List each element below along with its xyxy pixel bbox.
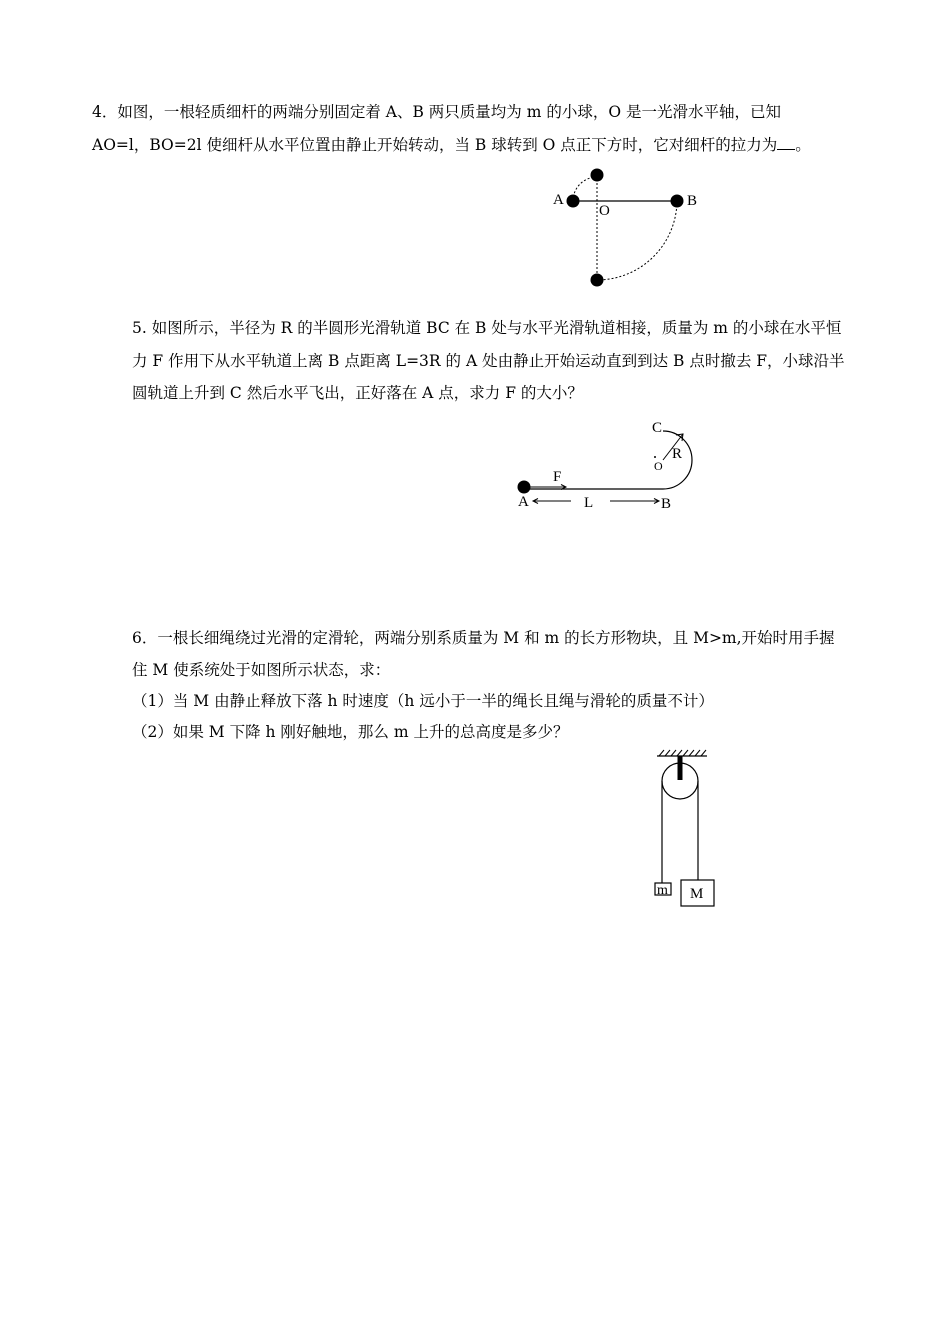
- q4-label-o: O: [599, 203, 610, 219]
- q4-ball-b: [671, 195, 684, 208]
- q4-ball-a: [567, 195, 580, 208]
- q5-line-1: 5. 如图所示，半径为 R 的半圆形光滑轨道 BC 在 B 处与水平光滑轨道相接，质量为 m 的小球在水平恒: [132, 319, 842, 337]
- q6-pulley-mount: [678, 756, 683, 780]
- q5-line-2: 力 F 作用下从水平轨道上离 B 点距离 L=3R 的 A 处由静止开始运动直到到达 B 点时撤去 F，小球沿半: [132, 352, 845, 370]
- q6-line-4: （2）如果 M 下降 h 刚好触地，那么 m 上升的总高度是多少？: [132, 723, 569, 741]
- q6-pulley-figure: [640, 745, 730, 915]
- q5-track-figure: [500, 410, 720, 520]
- q6-line-3: （1）当 M 由静止释放下落 h 时速度（h 远小于一半的绳长且绳与滑轮的质量不计）: [132, 692, 714, 710]
- q5-label-a: A: [518, 494, 529, 510]
- q4-line-2-end: 。: [795, 136, 811, 154]
- q5-label-o: O: [654, 459, 663, 473]
- q5-label-f: F: [553, 469, 562, 485]
- q5-label-l: L: [584, 495, 594, 511]
- q4-rod-figure: [540, 160, 720, 295]
- q4-label-b: B: [687, 193, 698, 209]
- q6-label-M: M: [690, 886, 704, 902]
- q4-line-1: 4．如图，一根轻质细杆的两端分别固定着 A、B 两只质量均为 m 的小球，O 是一光滑水平轴，已知: [92, 103, 781, 121]
- q4-line-2: [92, 135, 811, 155]
- q5-label-r: R: [672, 446, 683, 462]
- q4-ball-top: [591, 169, 604, 182]
- q4-answer-blank: [777, 135, 795, 150]
- q5-line-3: 圆轨道上升到 C 然后水平飞出，正好落在 A 点，求力 F 的大小？: [132, 384, 583, 402]
- q6-ceiling-hatch: [659, 750, 706, 756]
- q5-label-b: B: [661, 496, 672, 512]
- q5-center-point: [654, 456, 656, 458]
- q4-ball-bottom: [591, 274, 604, 287]
- q6-label-m: m: [657, 883, 668, 898]
- q5-ball: [518, 481, 531, 494]
- q6-line-2: 住 M 使系统处于如图所示状态，求：: [132, 661, 391, 679]
- q5-label-c: C: [652, 420, 663, 436]
- q4-label-a: A: [553, 192, 564, 208]
- q6-line-1: 6．一根长细绳绕过光滑的定滑轮，两端分别系质量为 M 和 m 的长方形物块，且 M>m,开始时用手握: [132, 629, 835, 647]
- q4-line-2-text: AO=l，BO=2l 使细杆从水平位置由静止开始转动，当 B 球转到 O 点正下方时，它对细杆的拉力为: [92, 136, 778, 154]
